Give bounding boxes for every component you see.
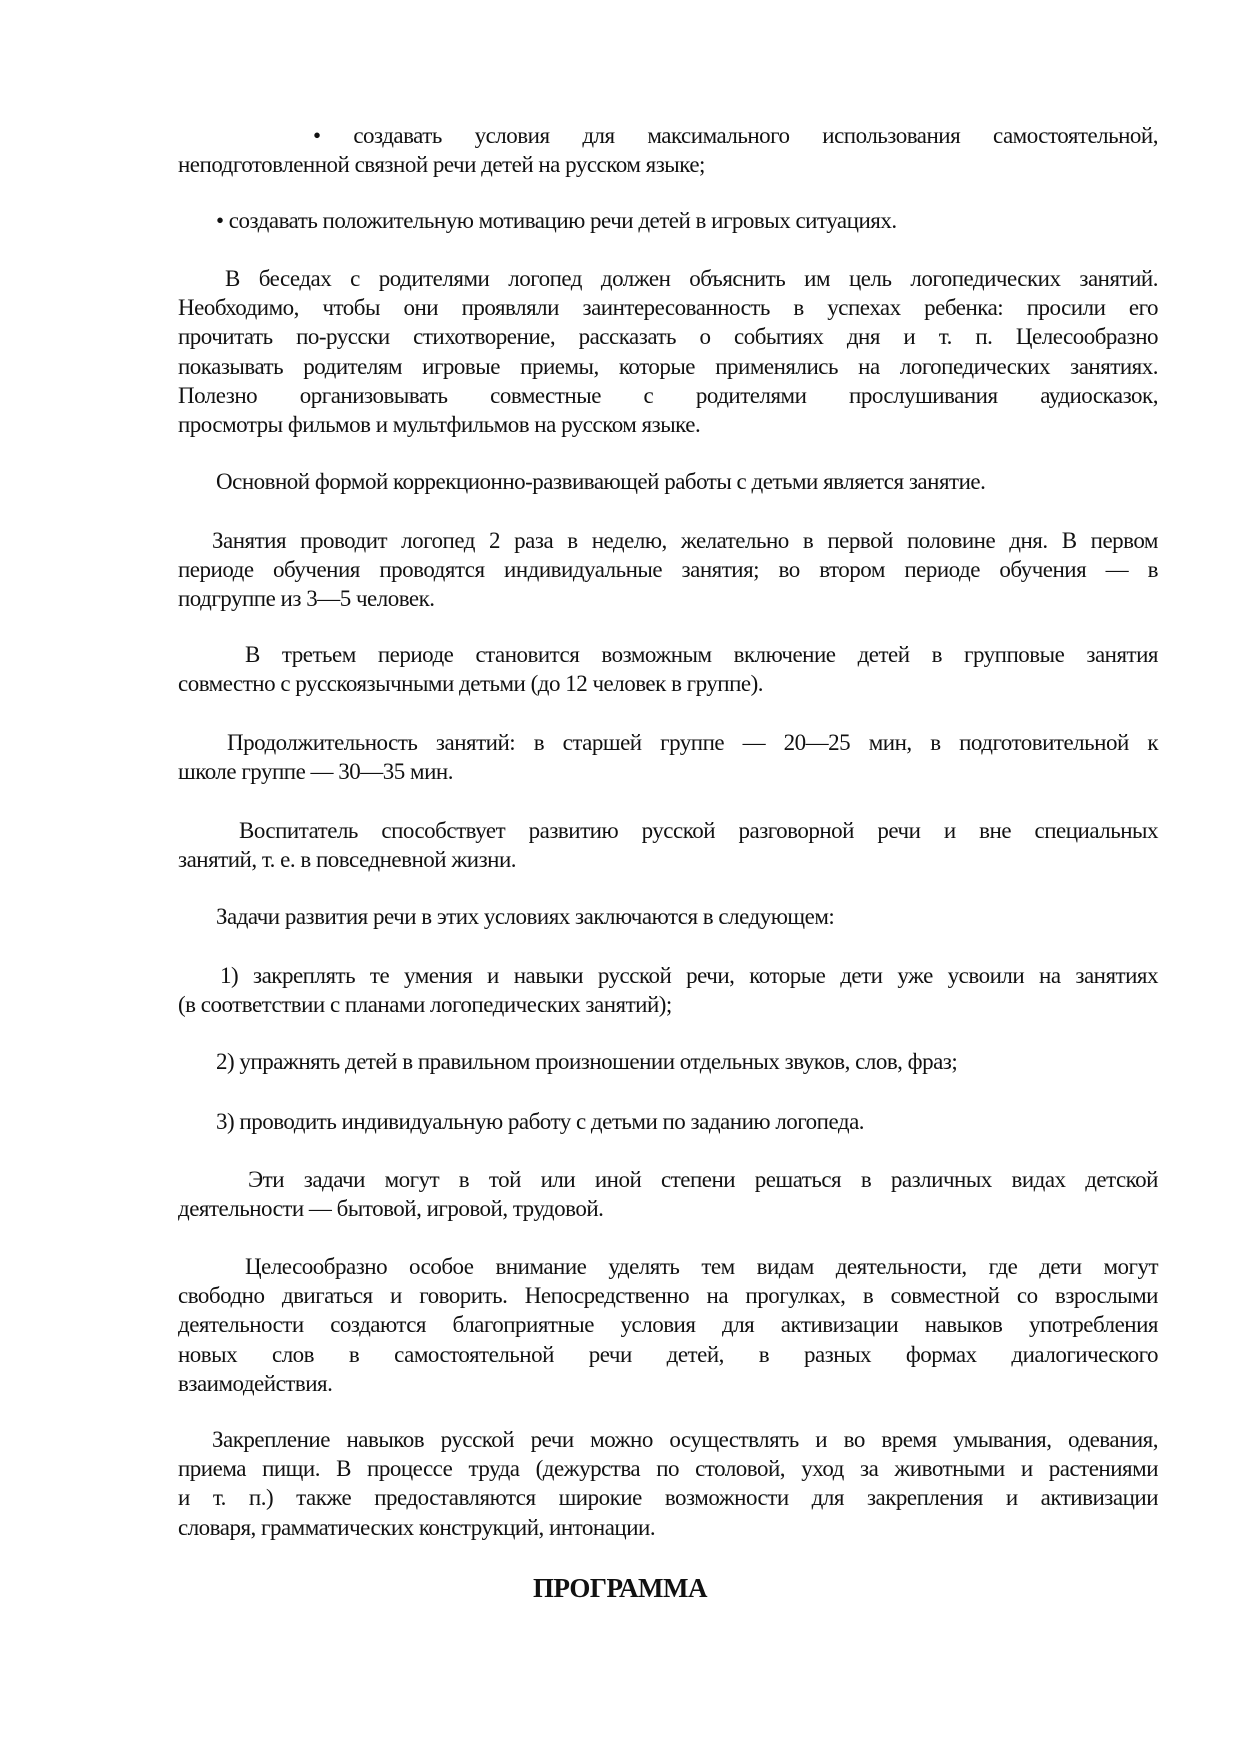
paragraph <box>178 961 1158 1019</box>
text-line: Необходимо, чтобы они проявляли заинтересованность в успехах ребенка: просили его <box>178 295 1158 321</box>
text-line: Занятия проводит логопед 2 раза в неделю, желательно в первой половине дня. В первом <box>212 528 1158 553</box>
text-line: • создавать положительную мотивацию речи детей в игровых ситуациях. <box>216 208 897 233</box>
text-line: подгруппе из 3—5 человек. <box>178 586 435 612</box>
paragraph <box>178 1425 1158 1542</box>
text-line: Задачи развития речи в этих условиях заключаются в следующем: <box>216 904 835 929</box>
paragraph <box>178 526 1158 614</box>
text-line: деятельности создаются благоприятные условия для активизации навыков употребления <box>178 1312 1158 1338</box>
text-line: Воспитатель способствует развитию русской разговорной речи и вне специальных <box>239 818 1158 843</box>
text-line: словаря, грамматических конструкций, интонации. <box>178 1514 656 1540</box>
text-line: деятельности — бытовой, игровой, трудовой. <box>178 1196 604 1222</box>
paragraph <box>178 902 1158 931</box>
text-line: 1) закреплять те умения и навыки русской речи, которые дети уже усвоили на занятиях <box>220 963 1158 988</box>
text-line: свободно двигаться и говорить. Непосредственно на прогулках, в совместной со взрослыми <box>178 1283 1158 1309</box>
text-line: В беседах с родителями логопед должен объяснить им цель логопедических занятий. <box>225 266 1158 291</box>
text-line: просмотры фильмов и мультфильмов на русском языке. <box>178 411 701 437</box>
text-line: новых слов в самостоятельной речи детей, в разных формах диалогического <box>178 1341 1158 1367</box>
paragraph <box>178 640 1158 698</box>
paragraph <box>178 121 1158 179</box>
text-line: 3) проводить индивидуальную работу с детьми по заданию логопеда. <box>216 1109 865 1134</box>
paragraph <box>178 264 1158 439</box>
text-line: • создавать условия для максимального использования самостоятельной, <box>313 123 1158 148</box>
text-line: неподготовленной связной речи детей на русском языке; <box>178 152 705 178</box>
text-line: Целесообразно особое внимание уделять тем видам деятельности, где дети могут <box>245 1254 1158 1279</box>
paragraph <box>178 816 1158 874</box>
text-line: и т. п.) также предоставляются широкие возможности для закрепления и активизации <box>178 1485 1158 1511</box>
paragraph <box>178 206 1158 235</box>
text-line: взаимодействия. <box>178 1370 333 1396</box>
text-line: периоде обучения проводятся индивидуальные занятия; во втором периоде обучения — в <box>178 557 1158 583</box>
section-title: ПРОГРАММА <box>532 1573 708 1603</box>
paragraph <box>178 1252 1158 1398</box>
text-line: Основной формой коррекционно-развивающей работы с детьми является занятие. <box>216 469 986 494</box>
text-line: Эти задачи могут в той или иной степени решаться в различных видах детской <box>248 1167 1158 1192</box>
text-line: совместно с русскоязычными детьми (до 12 человек в группе). <box>178 671 764 697</box>
text-line: 2) упражнять детей в правильном произношении отдельных звуков, слов, фраз; <box>216 1049 958 1074</box>
paragraph <box>178 467 1158 496</box>
paragraph <box>178 1107 1158 1136</box>
text-line: показывать родителям игровые приемы, которые применялись на логопедических занятиях. <box>178 353 1158 379</box>
paragraph <box>178 728 1158 786</box>
text-line: занятий, т. е. в повседневной жизни. <box>178 847 517 873</box>
text-line: школе группе — 30—35 мин. <box>178 759 453 785</box>
text-line: прочитать по-русски стихотворение, рассказать о событиях дня и т. п. Целесообразно <box>178 324 1158 350</box>
text-line: Продолжительность занятий: в старшей группе — 20—25 мин, в подготовительной к <box>227 730 1158 755</box>
text-line: (в соответствии с планами логопедических занятий); <box>178 992 672 1018</box>
text-line: Закрепление навыков русской речи можно осуществлять и во время умывания, одевания, <box>212 1427 1158 1452</box>
text-line: приема пищи. В процессе труда (дежурства по столовой, уход за животными и растениями <box>178 1456 1158 1482</box>
text-line: Полезно организовывать совместные с родителями прослушивания аудиосказок, <box>178 382 1158 408</box>
text-line: В третьем периоде становится возможным включение детей в групповые занятия <box>245 642 1158 667</box>
paragraph <box>178 1047 1158 1076</box>
paragraph <box>178 1165 1158 1223</box>
